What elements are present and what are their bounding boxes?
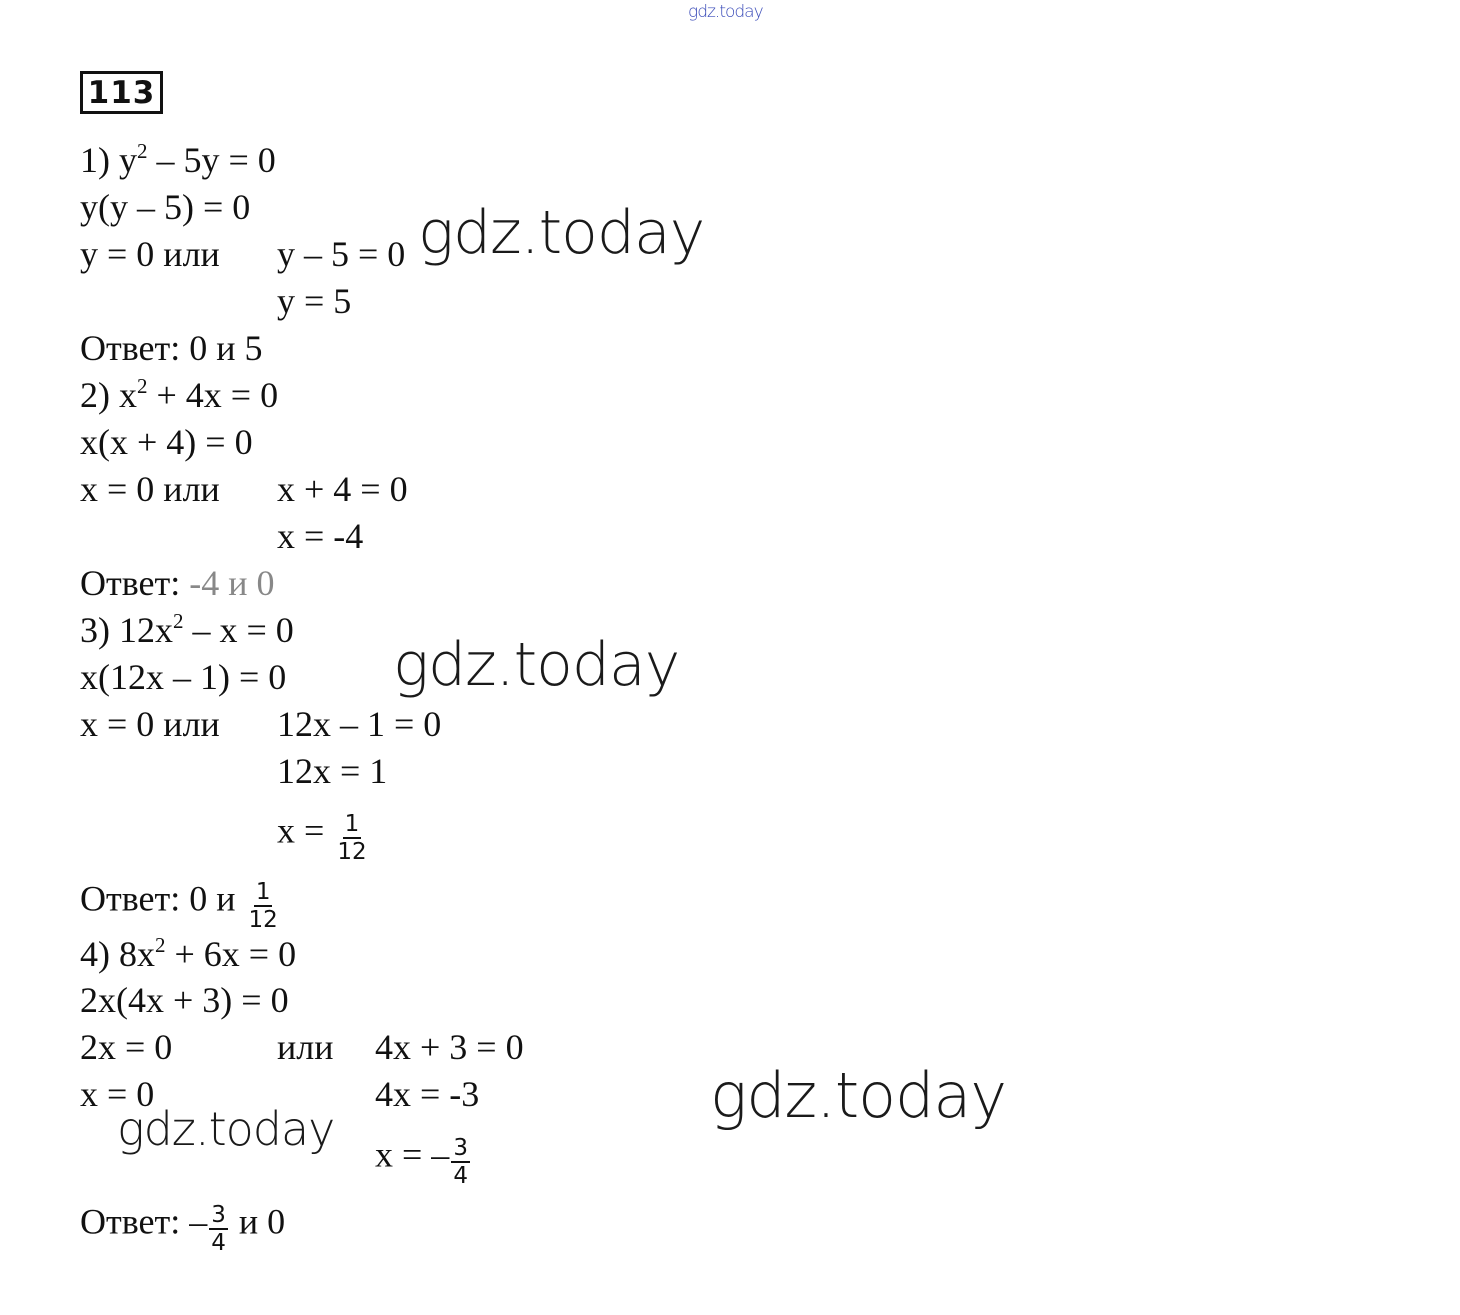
fraction: $\frac{1}{12}$ [248,879,278,933]
p4-case-left: 2x = 0 [80,1027,173,1067]
p3-root: x = $\frac{1}{12}$ [277,810,367,865]
fraction: $\frac{1}{12}$ [337,811,367,865]
p4-answer: Ответ: – $\frac{3}{4}$ и 0 [80,1201,286,1256]
p1-factored: y(y – 5) = 0 [80,187,251,227]
p4-step: 4x = -3 [375,1074,480,1114]
p4-or: или [277,1027,334,1067]
watermark: gdz.today [418,198,705,268]
p2-root: x = -4 [277,516,364,556]
p4-equation: 4) $8x^2 + 6x = 0$ [80,933,297,974]
p1-equation: 1) $y^2 - 5y = 0$ [80,139,276,180]
fraction: $\frac{3}{4}$ [453,1135,468,1189]
fraction: $\frac{3}{4}$ [211,1202,226,1256]
p4-case-right: 4x + 3 = 0 [375,1027,524,1067]
p4-factored: 2x(4x + 3) = 0 [80,980,289,1020]
p2-answer: Ответ: -4 и 0 [80,563,275,603]
p4-root-left: x = 0 [80,1074,155,1114]
watermark-top: gdz.today [688,2,763,22]
p2-case-left: x = 0 или [80,469,220,509]
p2-case-right: x + 4 = 0 [277,469,408,509]
p3-equation: 3) $12x^2 - x = 0$ [80,609,294,650]
p3-case-left: x = 0 или [80,704,220,744]
p4-root-right: x = – $\frac{3}{4}$ [375,1134,468,1189]
p1-root: y = 5 [277,281,352,321]
watermark: gdz.today [393,630,680,700]
watermark: gdz.today [117,1102,335,1156]
watermark: gdz.today [710,1059,1007,1132]
p3-answer: Ответ: 0 и $\frac{1}{12}$ [80,878,278,933]
p2-equation: 2) $x^2 + 4x = 0$ [80,374,279,415]
p1-case-left: y = 0 или [80,234,220,274]
p2-factored: x(x + 4) = 0 [80,422,253,462]
p1-answer: Ответ: 0 и 5 [80,328,263,368]
p3-case-right: 12x – 1 = 0 [277,704,442,744]
p3-factored: x(12x – 1) = 0 [80,657,287,697]
p1-case-right: y – 5 = 0 [277,234,406,274]
problem-number: 113 [80,71,163,114]
p3-step: 12x = 1 [277,751,388,791]
